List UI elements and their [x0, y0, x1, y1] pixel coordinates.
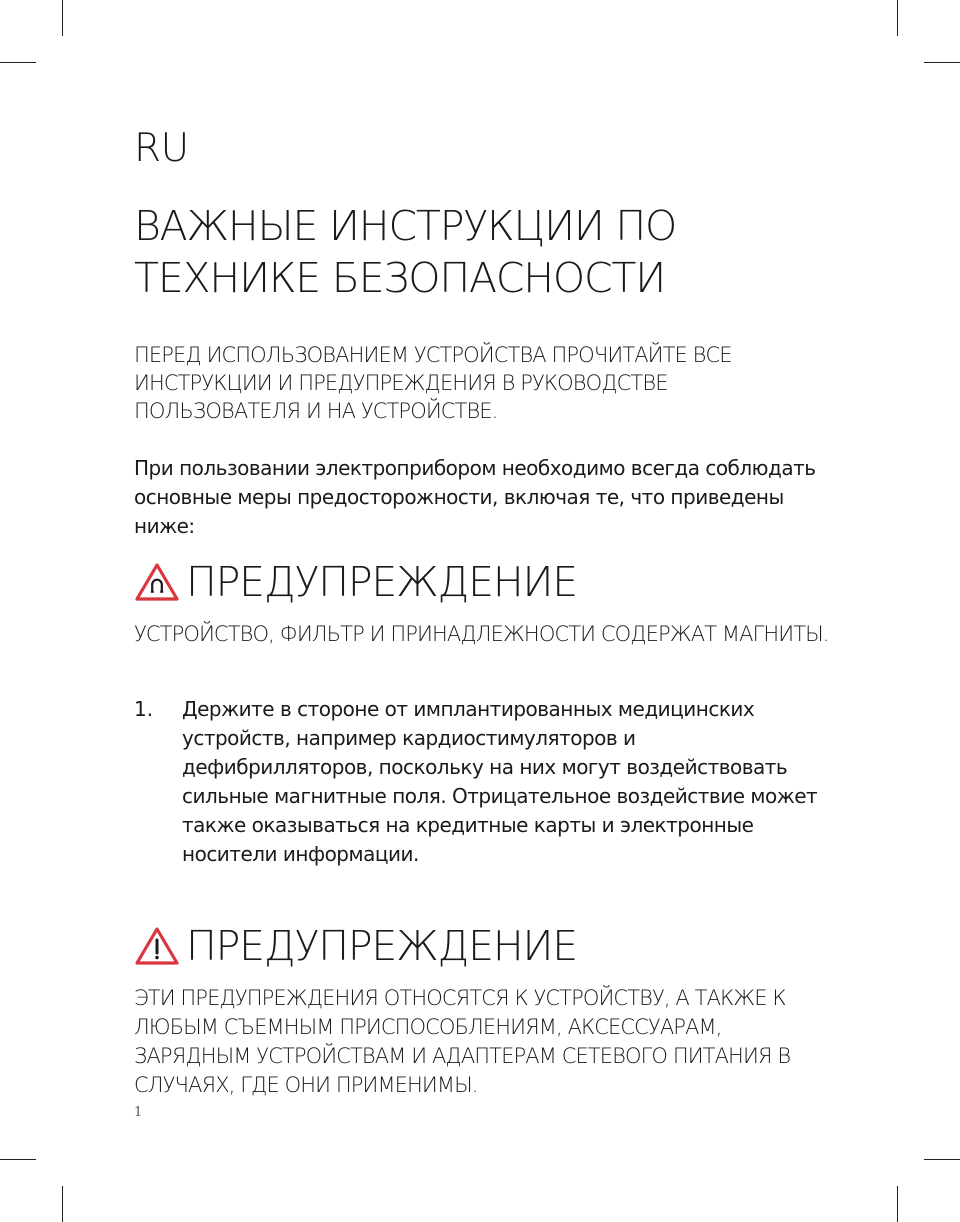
warning-2-caps-text: ЭТИ ПРЕДУПРЕЖДЕНИЯ ОТНОСЯТСЯ К УСТРОЙСТВУ, А ТАКЖЕ К ЛЮБЫМ СЪЕМНЫМ ПРИСПОСОБЛЕНИЯМ, АКСЕССУАРАМ, ЗАРЯДНЫМ УСТРОЙСТВАМ И АДАПТЕРАМ СЕТЕВОГО ПИТАНИЯ В СЛУЧАЯХ, ГДЕ ОНИ ПРИМЕНИМЫ.	[134, 986, 791, 1097]
magnet-warning-icon	[134, 562, 180, 602]
warning-1-caps-text: УСТРОЙСТВО, ФИЛЬТР И ПРИНАДЛЕЖНОСТИ СОДЕРЖАТ МАГНИТЫ.	[134, 622, 829, 646]
warning-heading-magnets	[134, 558, 577, 606]
crop-mark-top-left-h	[0, 62, 36, 63]
list-item	[134, 695, 834, 869]
warning-heading-text: ПРЕДУПРЕЖДЕНИЕ	[186, 558, 577, 606]
crop-mark-bottom-right-h	[924, 1159, 960, 1160]
crop-mark-top-right-h	[924, 62, 960, 63]
warning-1-list	[134, 695, 834, 869]
intro-paragraph: При пользовании электроприбором необходимо всегда соблюдать основные меры предосторожности, включая те, что приведены ниже:	[134, 456, 816, 538]
crop-mark-bottom-right	[897, 1186, 898, 1222]
crop-mark-top-left	[62, 0, 63, 36]
crop-mark-top-right	[897, 0, 898, 36]
exclamation-warning-icon	[134, 926, 180, 966]
list-item-text: Держите в стороне от имплантированных медицинских устройств, например кардиостимуляторов и дефибрилляторов, поскольку на них могут воздействовать сильные магнитные поля. Отрицательное воздействие может также оказываться на кредитные карты и электронные носители информации.	[182, 697, 818, 866]
page-number: 1	[134, 1105, 143, 1120]
warning-heading-general	[134, 922, 577, 970]
page-title: ВАЖНЫЕ ИНСТРУКЦИИ ПО ТЕХНИКЕ БЕЗОПАСНОСТИ	[134, 202, 677, 302]
crop-mark-bottom-left-h	[0, 1159, 36, 1160]
warning-heading-text: ПРЕДУПРЕЖДЕНИЕ	[186, 922, 577, 970]
preface-caps-text: ПЕРЕД ИСПОЛЬЗОВАНИЕМ УСТРОЙСТВА ПРОЧИТАЙТЕ ВСЕ ИНСТРУКЦИИ И ПРЕДУПРЕЖДЕНИЯ В РУКОВОДСТВЕ ПОЛЬЗОВАТЕЛЯ И НА УСТРОЙСТВЕ.	[134, 343, 732, 423]
crop-mark-bottom-left	[62, 1186, 63, 1222]
language-code: RU	[134, 126, 189, 171]
list-item-number: 1.	[134, 697, 154, 721]
